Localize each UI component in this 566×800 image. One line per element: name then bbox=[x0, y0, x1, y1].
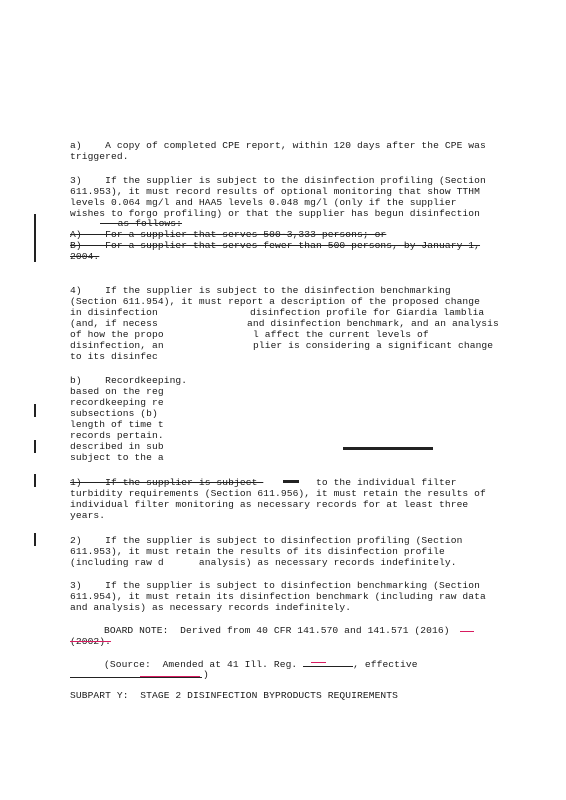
source-note-closing: ) bbox=[203, 669, 209, 680]
para-3b-line-2: 611.954), it must retain its disinfection benchmark (including raw data bbox=[70, 591, 486, 602]
source-note-effective: , effective bbox=[353, 659, 418, 670]
para-3b-line-3: and analysis) as necessary records indefinitely. bbox=[70, 602, 352, 613]
para-1-line-4: years. bbox=[70, 510, 106, 521]
para-4-line-2: (Section 611.954), it must report a description of the proposed change bbox=[70, 296, 481, 307]
para-a-line-1: a) A copy of completed CPE report, within 120 days after the CPE was bbox=[70, 140, 486, 151]
para-4-left-fragment: in disinfection bbox=[70, 307, 158, 318]
para-4-right-fragment: plier is considering a significant change bbox=[253, 340, 494, 351]
para-b-fragment: described in sub bbox=[70, 441, 164, 452]
para-b-fragment: recordkeeping re bbox=[70, 397, 164, 408]
subpart-heading: SUBPART Y: STAGE 2 DISINFECTION BYPRODUCTS REQUIREMENTS bbox=[70, 690, 399, 701]
para-4-right-fragment: l affect the current levels of bbox=[253, 329, 429, 340]
para-2-line-2: 611.953), it must retain the results of its disinfection profile bbox=[70, 546, 445, 557]
para-4-left-fragment: disinfection, an bbox=[70, 340, 164, 351]
edit-mark bbox=[311, 662, 326, 663]
para-b-fragment: length of time t bbox=[70, 419, 164, 430]
edit-mark bbox=[140, 676, 200, 677]
para-3-item-a: A) For a supplier that serves 500-3,333 persons; or bbox=[70, 229, 387, 240]
para-b-fragment: records pertain. bbox=[70, 430, 164, 441]
para-4-left-fragment: (and, if necess bbox=[70, 318, 158, 329]
para-3-struck-as-follows: as follows: bbox=[100, 218, 183, 229]
para-1-line-3: individual filter monitoring as necessary records for at least three bbox=[70, 499, 469, 510]
para-b-fragment: based on the reg bbox=[70, 386, 164, 397]
para-2-line-1: 2) If the supplier is subject to disinfection profiling (Section bbox=[70, 535, 463, 546]
para-b-fragment: subject to the a bbox=[70, 452, 164, 463]
para-2-line-3: (including raw d analysis) as necessary records indefinitely. bbox=[70, 557, 457, 568]
para-4-right-fragment: and disinfection benchmark, and an analysis bbox=[247, 318, 499, 329]
para-b-fragment: subsections (b) bbox=[70, 408, 158, 419]
para-1-line-1-end: to the individual filter bbox=[316, 477, 457, 488]
para-3-line-1: 3) If the supplier is subject to the disinfection profiling (Section bbox=[70, 175, 486, 186]
redaction-mark bbox=[283, 480, 299, 483]
para-1-struck-text: 1) If the supplier is subject bbox=[70, 477, 264, 488]
para-3-item-b-cont: 2004. bbox=[70, 251, 100, 262]
board-note-struck-year: (2002). bbox=[70, 636, 112, 647]
source-note bbox=[104, 658, 418, 670]
para-1-line-1-start bbox=[70, 477, 263, 488]
para-a-line-2: triggered. bbox=[70, 151, 129, 162]
margin-change-bar bbox=[34, 214, 36, 262]
board-note: BOARD NOTE: Derived from 40 CFR 141.570 and 141.571 (2016) bbox=[104, 625, 450, 636]
para-3b-line-1: 3) If the supplier is subject to disinfection benchmarking (Section bbox=[70, 580, 481, 591]
margin-change-bar bbox=[34, 440, 36, 453]
para-3-line-3: levels 0.064 mg/l and HAA5 levels 0.048 mg/l (only if the supplier bbox=[70, 197, 457, 208]
para-4-left-fragment: of how the propo bbox=[70, 329, 164, 340]
para-3-line-2: 611.953), it must record results of optional monitoring that show TTHM bbox=[70, 186, 481, 197]
para-4-right-fragment: disinfection profile for Giardia lamblia bbox=[250, 307, 485, 318]
para-1-line-2: turbidity requirements (Section 611.956), it must retain the results of bbox=[70, 488, 486, 499]
margin-change-bar bbox=[34, 533, 36, 546]
para-4-left-fragment: to its disinfec bbox=[70, 351, 158, 362]
margin-change-bar bbox=[34, 404, 36, 417]
edit-mark bbox=[460, 631, 474, 632]
para-b-fragment: b) Recordkeeping. bbox=[70, 375, 188, 386]
source-note-text: (Source: Amended at 41 Ill. Reg. bbox=[104, 659, 304, 670]
para-3-line-4: wishes to forgo profiling) or that the supplier has begun disinfection bbox=[70, 208, 481, 219]
para-4-line-1: 4) If the supplier is subject to the disinfection benchmarking bbox=[70, 285, 451, 296]
para-3-item-b: B) For a supplier that serves fewer than 500 persons, by January 1, bbox=[70, 240, 481, 251]
redaction-mark bbox=[343, 447, 433, 450]
blank-date-line bbox=[70, 677, 202, 678]
margin-change-bar bbox=[34, 474, 36, 487]
